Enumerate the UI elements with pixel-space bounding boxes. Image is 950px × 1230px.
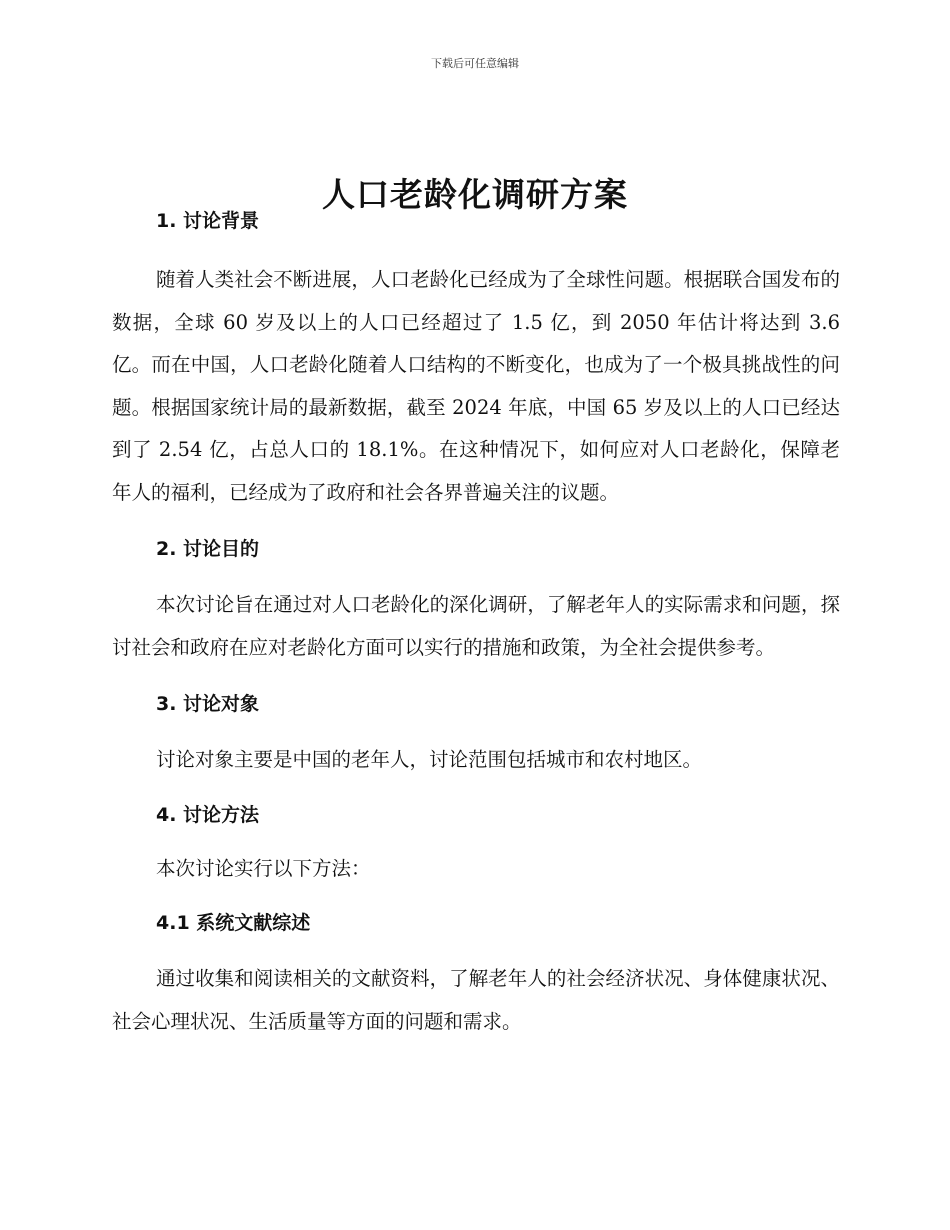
section-paragraph-background: 随着人类社会不断进展，人口老龄化已经成为了全球性问题。根据联合国发布的数据，全球 60 岁及以上的人口已经超过了 1.5 亿，到 2050 年估计将达到 3.6 亿。而在中国，人口老龄化随着人口结构的不断变化，也成为了一个极具挑战性的问题。根据国家统计局的最新数据，截至 2024 年底，中国 65 岁及以上的人口已经达到了 2.54 亿，占总人口的 18.1%。在这种情况下，如何应对人口老龄化，保障老年人的福利，已经成为了政府和社会各界普遍关注的议题。 [112, 268, 840, 504]
document-title: 人口老龄化调研方案 [322, 175, 628, 215]
section-paragraph-subjects: 讨论对象主要是中国的老年人，讨论范围包括城市和农村地区。 [156, 748, 703, 771]
section-heading-background: 1. 讨论背景 [156, 210, 260, 232]
section-paragraph-literature-review: 通过收集和阅读相关的文献资料，了解老年人的社会经济状况、身体健康状况、社会心理状况、生活质量等方面的问题和需求。 [112, 967, 840, 1033]
header-note: 下载后可任意编辑 [431, 57, 519, 70]
section-heading-methods: 4. 讨论方法 [156, 803, 260, 826]
section-heading-literature-review: 4.1 系统文献综述 [156, 912, 311, 934]
section-heading-purpose: 2. 讨论目的 [156, 538, 260, 560]
section-paragraph-methods: 本次讨论实行以下方法： [156, 856, 371, 880]
section-heading-subjects: 3. 讨论对象 [156, 693, 260, 715]
section-paragraph-purpose: 本次讨论旨在通过对人口老龄化的深化调研，了解老年人的实际需求和问题，探讨社会和政府在应对老龄化方面可以实行的措施和政策，为全社会提供参考。 [112, 593, 840, 659]
document-body [112, 202, 840, 1043]
